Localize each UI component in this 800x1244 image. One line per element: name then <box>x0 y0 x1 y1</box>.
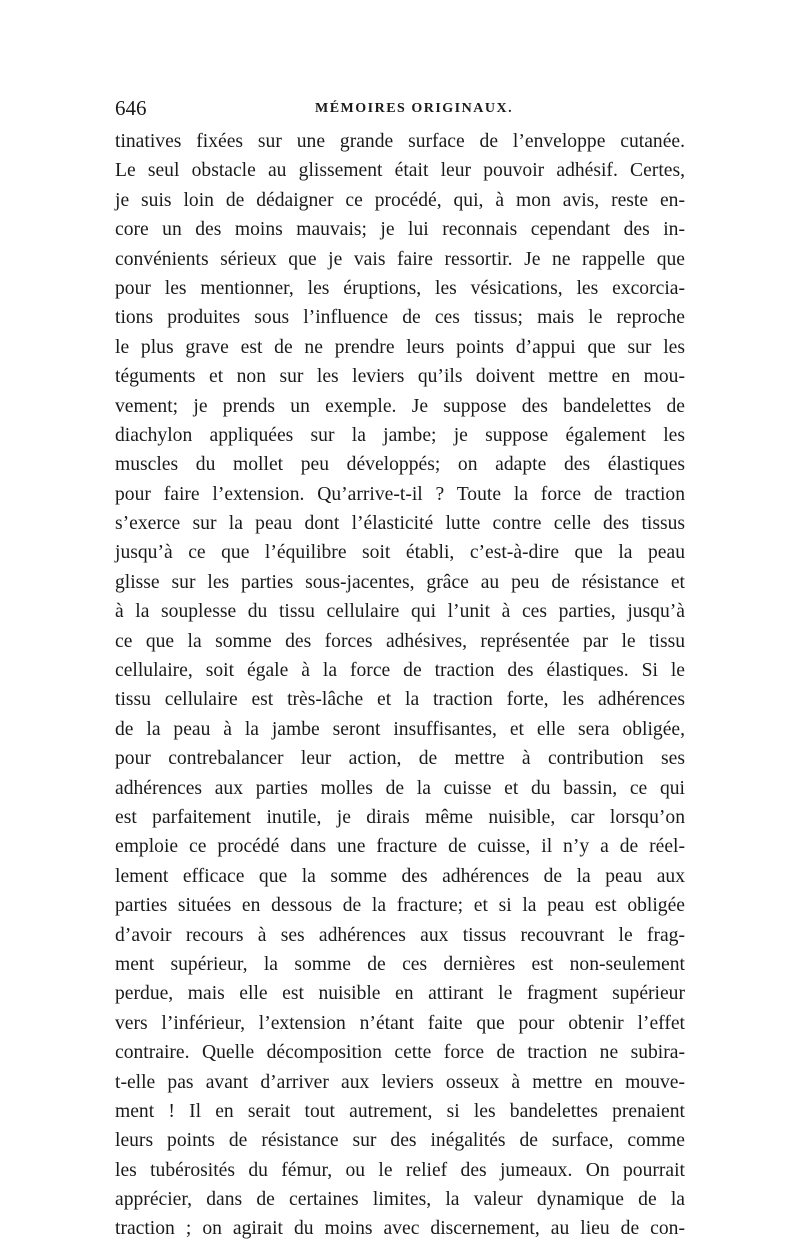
running-title: MÉMOIRES ORIGINAUX. <box>315 101 514 116</box>
text-line: apprécier, dans de certaines limites, la valeur dynamique de la <box>115 1189 685 1211</box>
text-line: convénients sérieux que je vais faire ressortir. Je ne rappelle que <box>115 248 685 270</box>
text-line: est parfaitement inutile, je dirais même nuisible, car lorsqu’on <box>115 806 685 828</box>
text-line: pour faire l’extension. Qu’arrive-t-il ? Toute la force de traction <box>115 483 685 505</box>
text-line: vement; je prends un exemple. Je suppose des bandelettes de <box>115 395 685 417</box>
text-line: Le seul obstacle au glissement était leur pouvoir adhésif. Certes, <box>115 160 685 182</box>
text-line: les tubérosités du fémur, ou le relief des jumeaux. On pourrait <box>115 1159 685 1181</box>
text-line: pour contrebalancer leur action, de mettre à contribution ses <box>115 748 685 770</box>
body-text <box>115 127 685 1244</box>
text-line: ment supérieur, la somme de ces dernières est non-seulement <box>115 953 685 975</box>
text-line: téguments et non sur les leviers qu’ils doivent mettre en mou- <box>115 366 685 388</box>
text-line: s’exerce sur la peau dont l’élasticité lutte contre celle des tissus <box>115 513 685 535</box>
text-line: tinatives fixées sur une grande surface de l’enveloppe cutanée. <box>115 131 685 152</box>
text-line: diachylon appliquées sur la jambe; je suppose également les <box>115 424 685 446</box>
text-line: glisse sur les parties sous-jacentes, grâce au peu de résistance et <box>115 571 685 593</box>
text-line: ment ! Il en serait tout autrement, si les bandelettes prenaient <box>115 1100 685 1122</box>
text-line: je suis loin de dédaigner ce procédé, qui, à mon avis, reste en- <box>115 189 685 211</box>
text-line: tissu cellulaire est très-lâche et la traction forte, les adhérences <box>115 689 685 711</box>
text-line: t-elle pas avant d’arriver aux leviers osseux à mettre en mouve- <box>115 1071 685 1093</box>
text-line: perdue, mais elle est nuisible en attirant le fragment supérieur <box>115 983 685 1005</box>
text-line: lement efficace que la somme des adhérences de la peau aux <box>115 865 685 887</box>
text-line: emploie ce procédé dans une fracture de cuisse, il n’y a de réel- <box>115 836 685 858</box>
text-line: de la peau à la jambe seront insuffisantes, et elle sera obligée, <box>115 718 685 740</box>
text-line: contraire. Quelle décomposition cette force de traction ne subira- <box>115 1042 685 1064</box>
text-line: jusqu’à ce que l’équilibre soit établi, c’est-à-dire que la peau <box>115 542 685 564</box>
page-number: 646 <box>115 96 147 120</box>
text-line: le plus grave est de ne prendre leurs points d’appui que sur les <box>115 336 685 358</box>
text-line: à la souplesse du tissu cellulaire qui l’unit à ces parties, jusqu’à <box>115 601 685 623</box>
text-line: pour les mentionner, les éruptions, les vésications, les excorcia- <box>115 277 685 299</box>
text-line: core un des moins mauvais; je lui reconnais cependant des in- <box>115 219 685 241</box>
running-head <box>115 96 685 120</box>
text-line: tions produites sous l’influence de ces tissus; mais le reproche <box>115 307 685 329</box>
text-line: ce que la somme des forces adhésives, représentée par le tissu <box>115 630 685 652</box>
text-line: parties situées en dessous de la fracture; et si la peau est obligée <box>115 895 685 917</box>
text-line: adhérences aux parties molles de la cuisse et du bassin, ce qui <box>115 777 685 799</box>
text-line: leurs points de résistance sur des inégalités de surface, comme <box>115 1130 685 1152</box>
text-line: d’avoir recours à ses adhérences aux tissus recouvrant le frag- <box>115 924 685 946</box>
text-line: muscles du mollet peu développés; on adapte des élastiques <box>115 454 685 476</box>
text-line: vers l’inférieur, l’extension n’étant faite que pour obtenir l’effet <box>115 1012 685 1034</box>
text-line: traction ; on agirait du moins avec discernement, au lieu de con- <box>115 1218 685 1240</box>
text-line: cellulaire, soit égale à la force de traction des élastiques. Si le <box>115 660 685 682</box>
